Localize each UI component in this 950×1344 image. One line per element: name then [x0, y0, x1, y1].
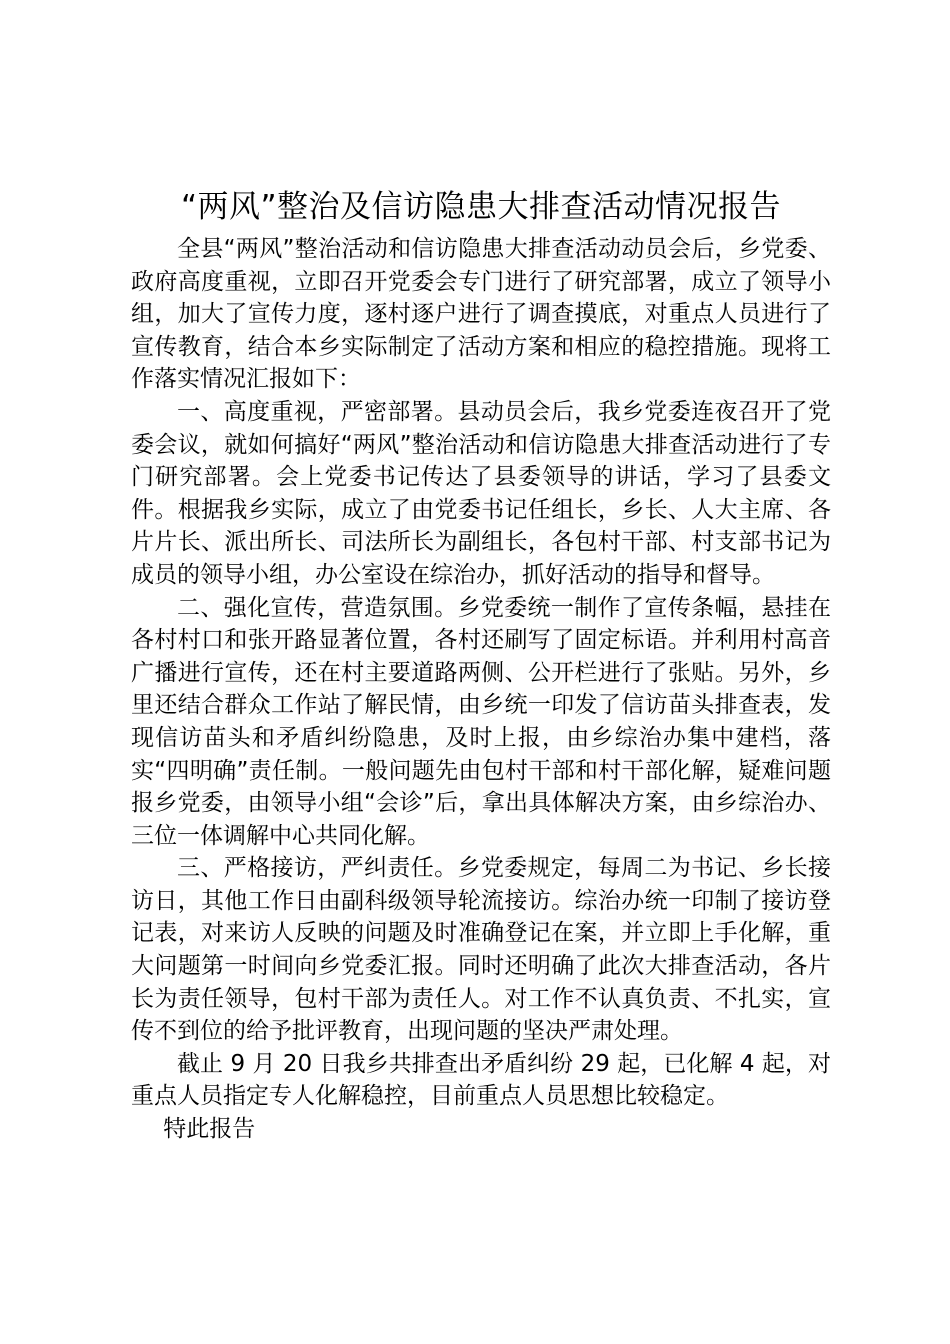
- document-page: [131, 185, 831, 1146]
- section-one-paragraph: 一、高度重视，严密部署。县动员会后，我乡党委连夜召开了党委会议，就如何搞好“两风”整治活动和信访隐患大排查活动进行了专门研究部署。会上党委书记传达了县委领导的讲话，学习了县委文件。根据我乡实际，成立了由党委书记任组长，乡长、人大主席、各片片长、派出所长、司法所长为副组长，各包村干部、村支部书记为成员的领导小组，办公室设在综治办，抓好活动的指导和督导。: [131, 398, 831, 588]
- section-three-paragraph: 三、严格接访，严纠责任。乡党委规定，每周二为书记、乡长接访日，其他工作日由副科级领导轮流接访。综治办统一印制了接访登记表，对来访人反映的问题及时准确登记在案，并立即上手化解，重大问题第一时间向乡党委汇报。同时还明确了此次大排查活动，各片长为责任领导，包村干部为责任人。对工作不认真负责、不扎实，宣传不到位的给予批评教育，出现问题的坚决严肃处理。: [131, 855, 831, 1045]
- intro-paragraph: 全县“两风”整治活动和信访隐患大排查活动动员会后，乡党委、政府高度重视，立即召开党委会专门进行了研究部署，成立了领导小组，加大了宣传力度，逐村逐户进行了调查摸底，对重点人员进行了宣传教育，结合本乡实际制定了活动方案和相应的稳控措施。现将工作落实情况汇报如下：: [131, 236, 831, 393]
- section-two-paragraph: 二、强化宣传，营造氛围。乡党委统一制作了宣传条幅，悬挂在各村村口和张开路显著位置，各村还刷写了固定标语。并利用村高音广播进行宣传，还在村主要道路两侧、公开栏进行了张贴。另外，乡里还结合群众工作站了解民情，由乡统一印发了信访苗头排查表，发现信访苗头和矛盾纠纷隐患，及时上报，由乡综治办集中建档，落实“四明确”责任制。一般问题先由包村干部和村干部化解，疑难问题报乡党委，由领导小组“会诊”后，拿出具体解决方案，由乡综治办、三位一体调解中心共同化解。: [131, 594, 831, 849]
- closing-line: 特此报告: [163, 1116, 256, 1143]
- summary-paragraph: 截止 9 月 20 日我乡共排查出矛盾纠纷 29 起，已化解 4 起，对重点人员指定专人化解稳控，目前重点人员思想比较稳定。: [131, 1050, 831, 1110]
- document-title: “两风”整治及信访隐患大排查活动情况报告: [180, 189, 782, 225]
